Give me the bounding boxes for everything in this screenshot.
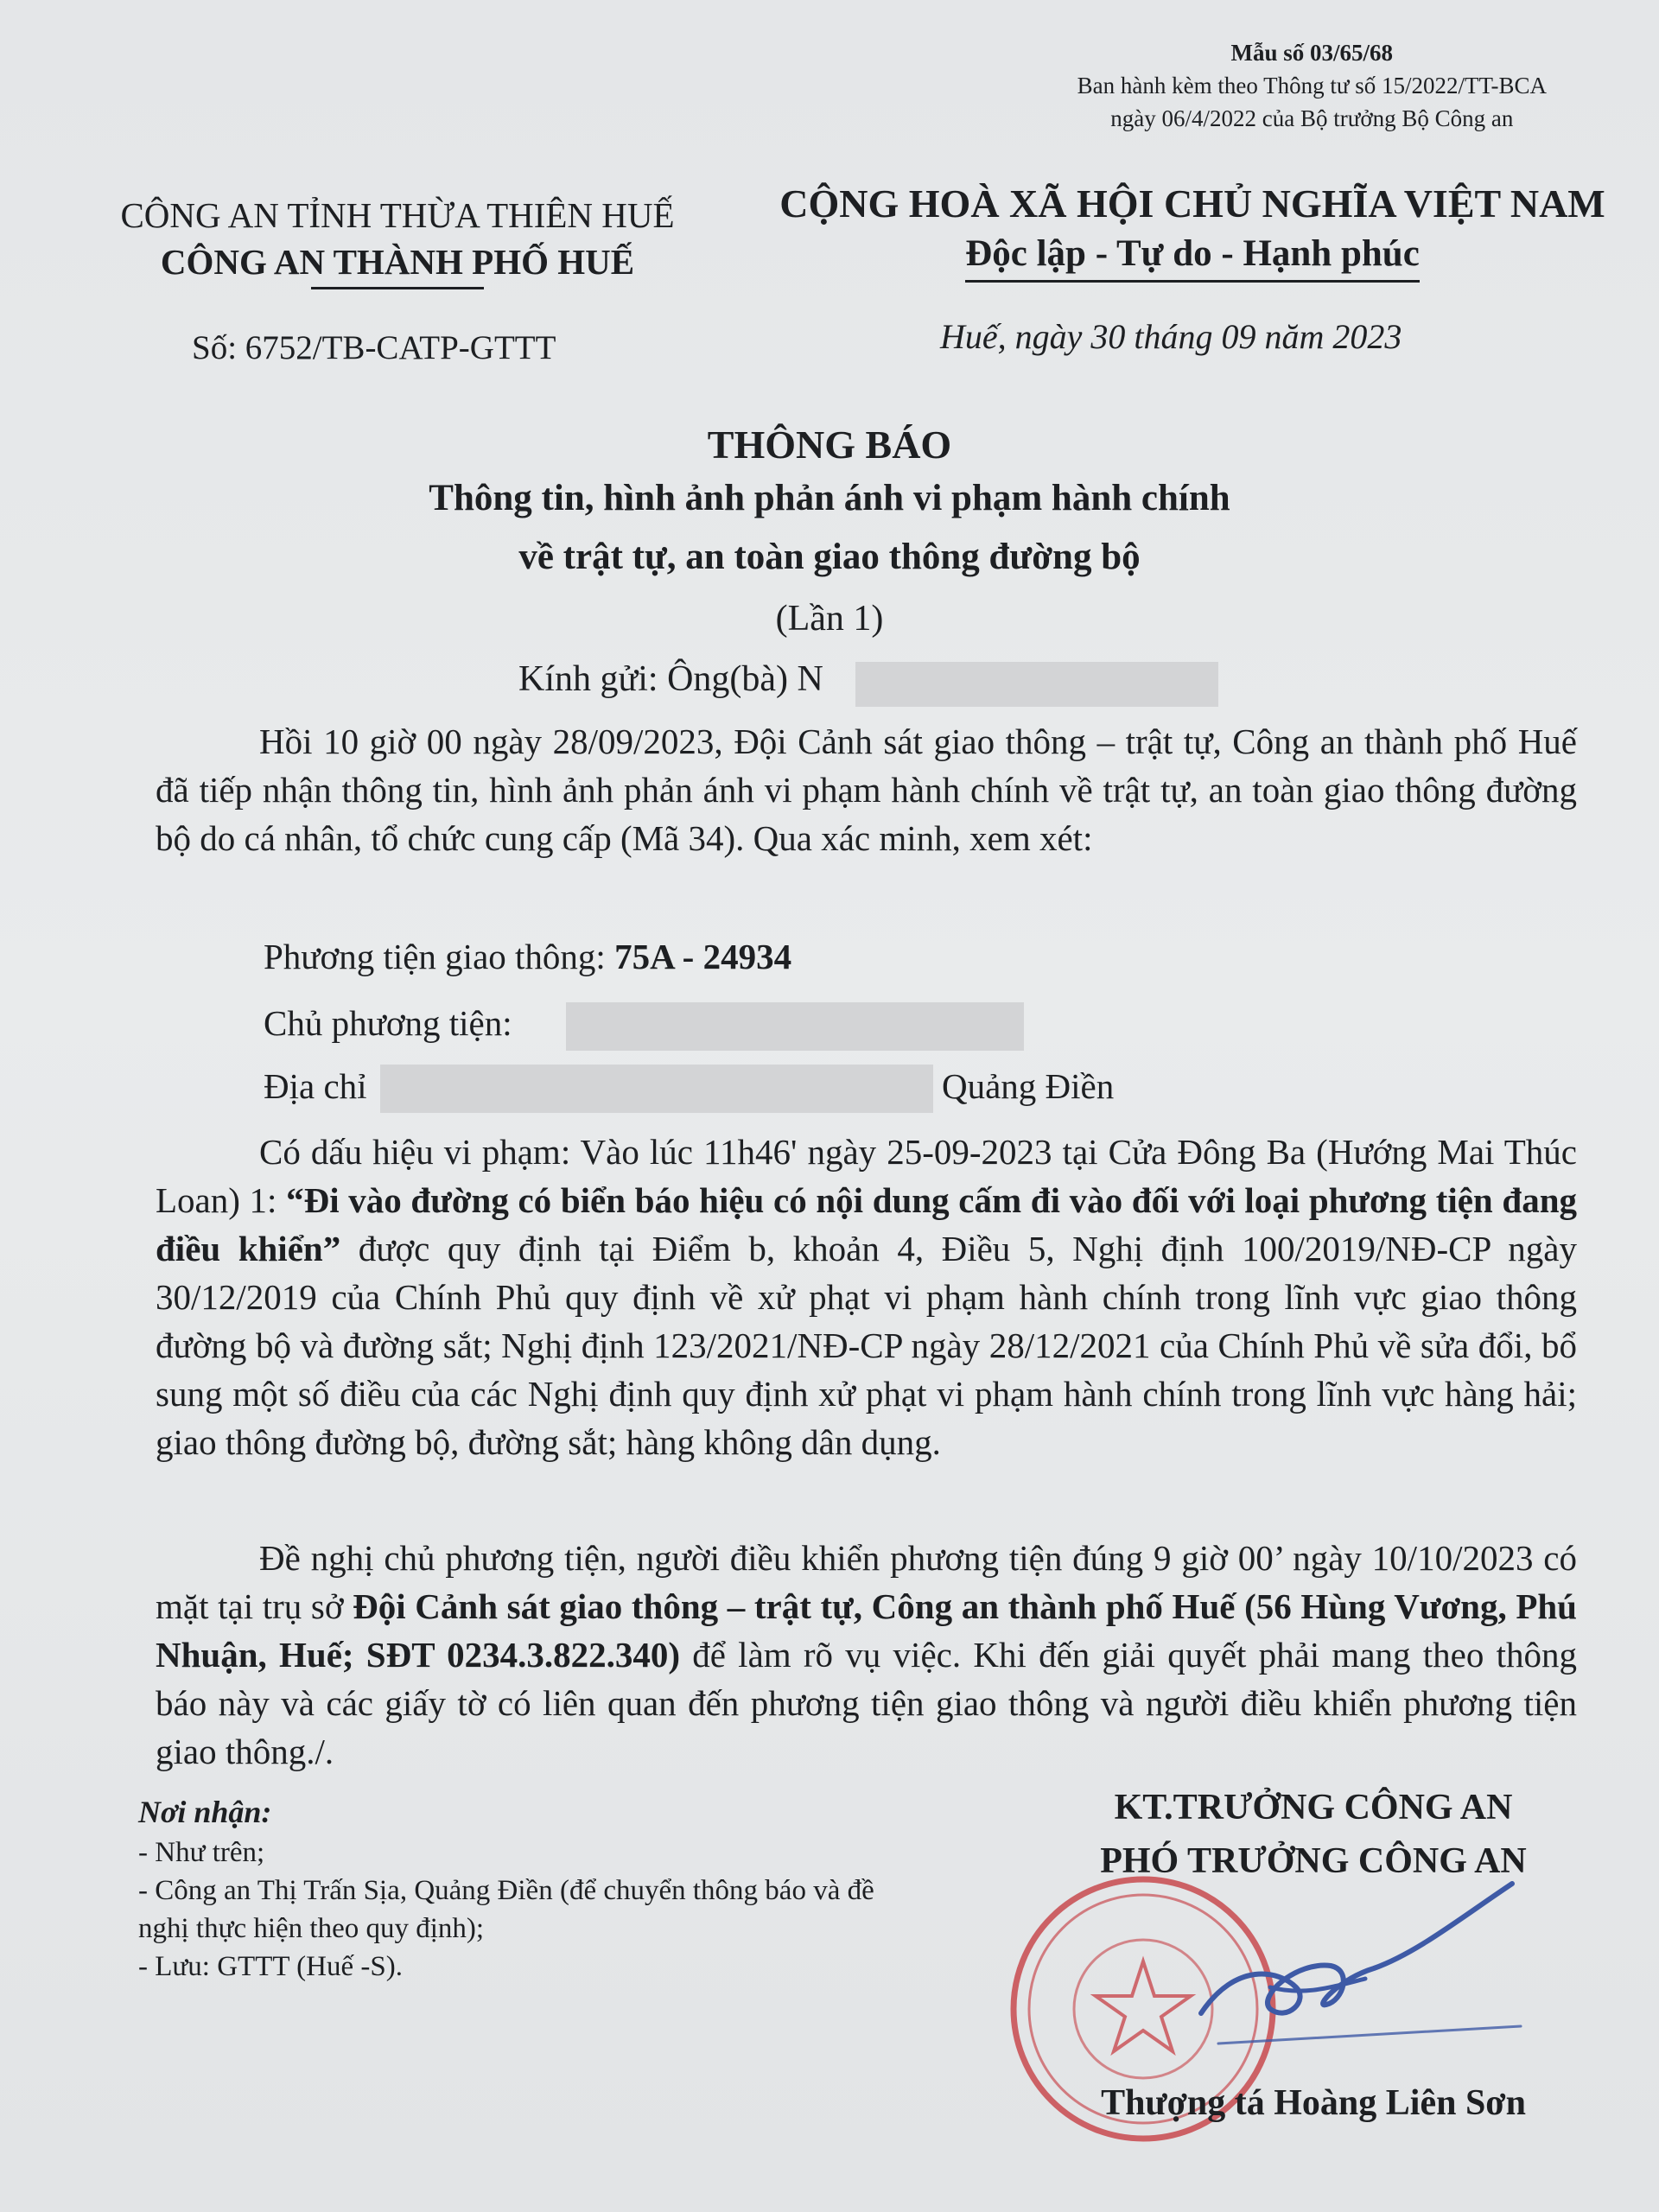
request-instructions: để làm rõ vụ việc. Khi đến giải quyết phải mang theo thông báo này và các giấy tờ có liên quan đến phương tiện giao thông và người điều khiển phương tiện giao thông./. bbox=[156, 1635, 1578, 1771]
recipients-block bbox=[138, 1790, 916, 1986]
agency-header bbox=[86, 192, 709, 289]
greeting-line: Kính gửi: Ông(bà) N bbox=[518, 659, 823, 699]
recipients-heading: Nơi nhận: bbox=[138, 1795, 272, 1829]
recipient-item: - Công an Thị Trấn Sịa, Quảng Điền (để chuyển thông báo và đề nghị thực hiện theo quy định); bbox=[138, 1875, 874, 1944]
redacted-name bbox=[855, 662, 1218, 707]
license-plate: 75A - 24934 bbox=[614, 937, 792, 976]
provincial-agency: CÔNG AN TỈNH THỪA THIÊN HUẾ bbox=[120, 195, 675, 235]
form-number: Mẫu số 03/65/68 bbox=[1230, 40, 1394, 66]
address-label: Địa chỉ bbox=[264, 1066, 367, 1106]
request-paragraph bbox=[156, 1534, 1577, 1776]
recipient-item: - Lưu: GTTT (Huế -S). bbox=[138, 1951, 403, 1982]
owner-line bbox=[264, 1002, 512, 1044]
national-header bbox=[769, 178, 1616, 283]
signature-title-1: KT.TRƯỞNG CÔNG AN bbox=[1114, 1788, 1513, 1827]
document-subtitle-1: Thông tin, hình ảnh phản ánh vi phạm hành chính bbox=[429, 478, 1230, 518]
office-address: Đội Cảnh sát giao thông – trật tự, Công an thành phố Huế (56 Hùng Vương, Phú Nhuận, Huế; SĐT 0234.3.822.340) bbox=[156, 1586, 1577, 1675]
violation-intro: Có dấu hiệu vi phạm: Vào lúc 11h46' ngày 25-09-2023 tại Cửa Đông Ba (Hướng Mai Thúc Loan) 1: bbox=[156, 1132, 1577, 1220]
violation-paragraph bbox=[156, 1128, 1577, 1466]
intro-paragraph: Hồi 10 giờ 00 ngày 28/09/2023, Đội Cảnh sát giao thông – trật tự, Công an thành phố Huế đã tiếp nhận thông tin, hình ảnh phản ánh vi phạm hành chính về trật tự, an toàn giao thông đường bộ do cá nhân, tổ chức cung cấp (Mã 34). Qua xác minh, xem xét: bbox=[156, 721, 1577, 858]
address-district: Quảng Điền bbox=[942, 1066, 1115, 1106]
redacted-address bbox=[380, 1065, 933, 1113]
vehicle-line bbox=[264, 936, 791, 977]
vehicle-label: Phương tiện giao thông: bbox=[264, 937, 615, 976]
violation-legal-basis: được quy định tại Điểm b, khoản 4, Điều 5, Nghị định 100/2019/NĐ-CP ngày 30/12/2019 của Chính Phủ quy định về xử phạt vi phạm hành chính trong lĩnh vực giao thông đường bộ và đường sắt; Nghị định 123/2021/NĐ-CP ngày 28/12/2021 của Chính Phủ về sửa đổi, bổ sung một số điều của các Nghị định quy định xử phạt vi phạm hành chính trong lĩnh vực hàng hải; giao thông đường bộ, đường sắt; hàng không dân dụng. bbox=[156, 1229, 1577, 1462]
recipient-item: - Như trên; bbox=[138, 1837, 265, 1868]
attempt-number: (Lần 1) bbox=[775, 599, 884, 639]
signature-title-2: PHÓ TRƯỞNG CÔNG AN bbox=[1100, 1841, 1527, 1881]
issued-with-text: Ban hành kèm theo Thông tư số 15/2022/TT-BCA bbox=[1077, 73, 1547, 99]
document-number: Số: 6752/TB-CATP-GTTT bbox=[192, 329, 556, 366]
redacted-owner bbox=[566, 1002, 1024, 1051]
national-motto: Độc lập - Tự do - Hạnh phúc bbox=[965, 230, 1420, 283]
issued-date-text: ngày 06/4/2022 của Bộ trưởng Bộ Công an bbox=[1110, 105, 1514, 131]
signer-name: Thượng tá Hoàng Liên Sơn bbox=[1101, 2083, 1526, 2123]
handwritten-signature bbox=[1166, 1858, 1529, 2065]
document-title: THÔNG BÁO bbox=[707, 423, 952, 467]
document-date: Huế, ngày 30 tháng 09 năm 2023 bbox=[940, 317, 1402, 356]
city-agency: CÔNG AN THÀNH PHỐ HUẾ bbox=[160, 242, 635, 282]
request-text: Đề nghị chủ phương tiện, người điều khiển phương tiện đúng 9 giờ 00’ ngày 10/10/2023 có mặt tại trụ sở bbox=[156, 1538, 1577, 1626]
address-line bbox=[264, 1065, 367, 1107]
header-divider bbox=[311, 287, 484, 289]
owner-label: Chủ phương tiện: bbox=[264, 1003, 512, 1043]
form-number-block bbox=[1077, 36, 1547, 135]
document-subtitle-2: về trật tự, an toàn giao thông đường bộ bbox=[518, 537, 1141, 577]
national-title: CỘNG HOÀ XÃ HỘI CHỦ NGHĨA VIỆT NAM bbox=[779, 181, 1605, 226]
violation-offense: “Đi vào đường có biển báo hiệu có nội dung cấm đi vào đối với loại phương tiện đang điều khiển” bbox=[156, 1180, 1577, 1268]
